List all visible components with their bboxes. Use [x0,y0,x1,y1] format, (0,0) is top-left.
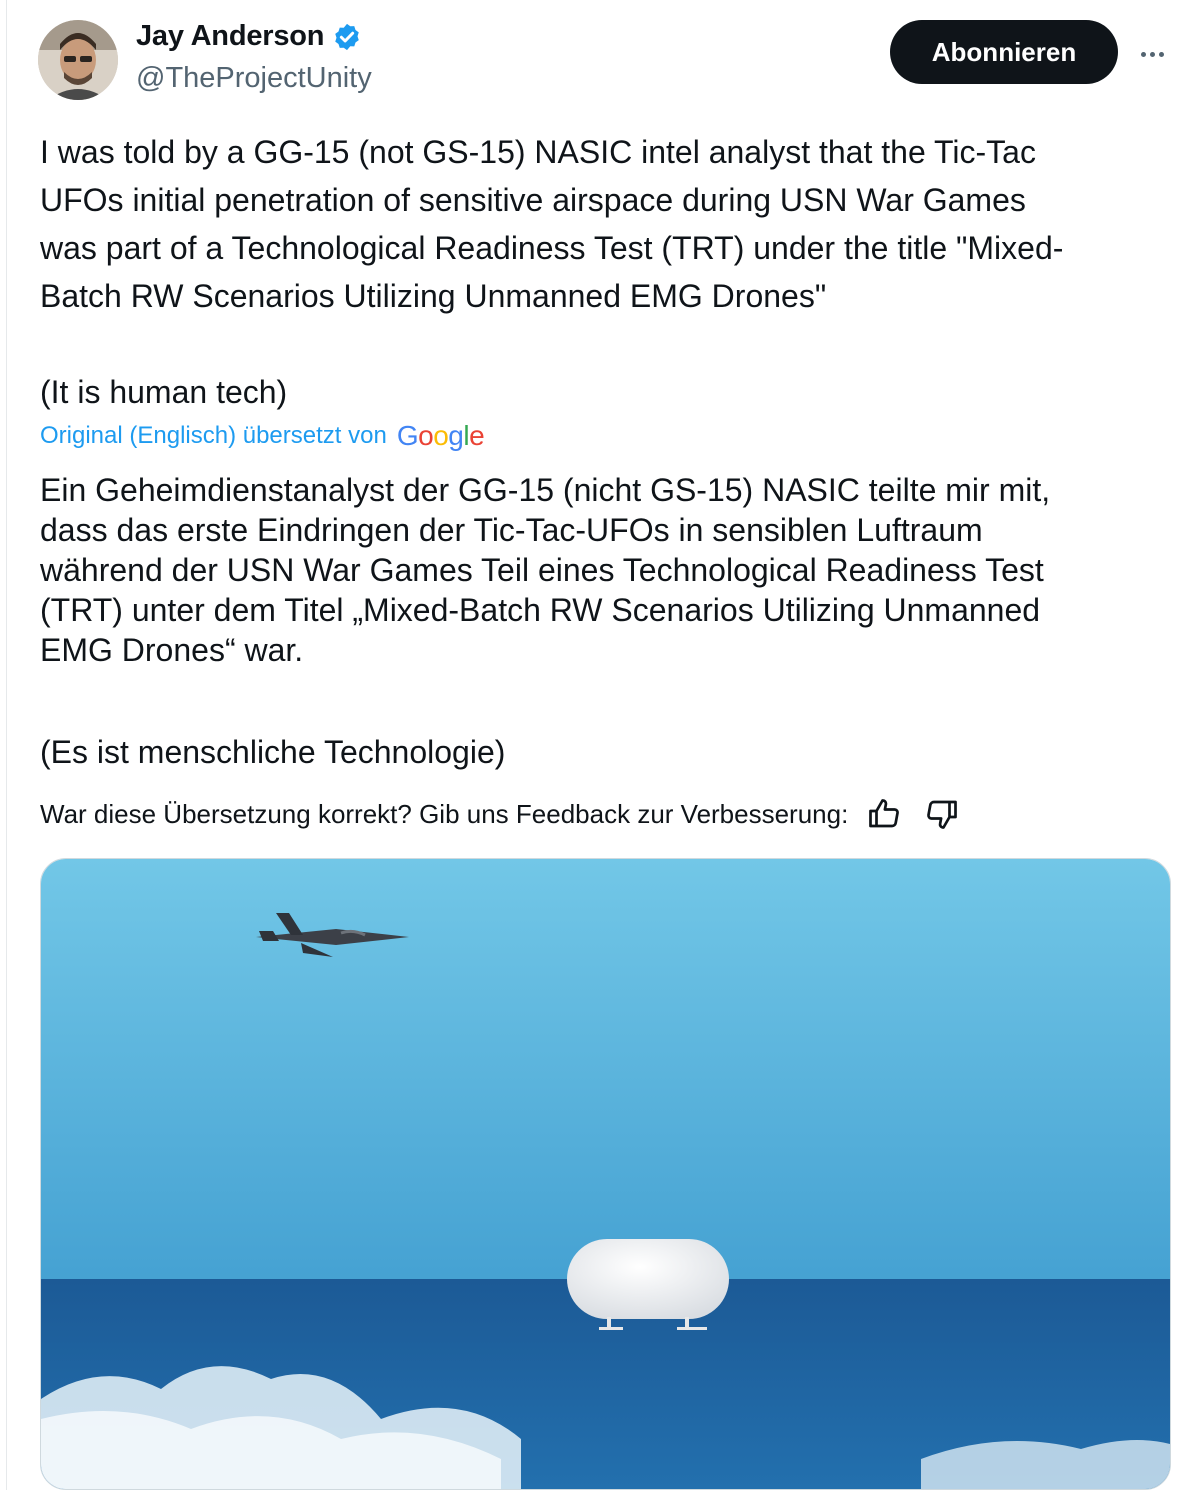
google-logo: Google [396,420,485,451]
post-line: was part of a Technological Readiness Test (TRT) under the title "Mixed- [40,230,1064,266]
post-line: Batch RW Scenarios Utilizing Unmanned EMG Drones" [40,278,827,314]
translation-paragraph-2: (Es ist menschliche Technologie) [40,734,506,770]
translation-label[interactable]: Original (Englisch) übersetzt von [40,422,387,449]
thumbs-up-icon[interactable] [866,796,902,832]
translation-line: während der USN War Games Teil eines Technological Readiness Test [40,552,1044,588]
feedback-prompt: War diese Übersetzung korrekt? Gib uns Feedback zur Verbesserung: [40,798,849,829]
translation-line: EMG Drones“ war. [40,632,304,668]
translation-line: (TRT) unter dem Titel „Mixed-Batch RW Scenarios Utilizing Unmanned [40,592,1041,628]
post-line: I was told by a GG-15 (not GS-15) NASIC intel analyst that the Tic-Tac [40,134,1036,170]
verified-badge-icon [332,22,362,52]
author-name-row[interactable] [136,20,362,53]
author-handle[interactable]: @TheProjectUnity [136,62,372,94]
translation-attribution[interactable] [40,420,484,452]
more-dot [1141,52,1146,57]
thumbs-down-icon[interactable] [924,796,960,832]
more-dot [1150,52,1155,57]
post-image[interactable] [40,858,1171,1490]
translation-feedback [40,796,960,832]
post-paragraph-2: (It is human tech) [40,374,288,410]
author-name[interactable]: Jay Anderson [136,20,325,52]
follow-button[interactable]: Abonnieren [890,20,1118,84]
post-text [40,128,1170,416]
translation-line: Ein Geheimdienstanalyst der GG-15 (nicht GS-15) NASIC teilte mir mit, [40,472,1051,508]
post-line: UFOs initial penetration of sensitive airspace during USN War Games [40,182,1026,218]
translated-text [40,470,1170,772]
more-icon[interactable] [1134,36,1170,72]
more-dot [1159,52,1164,57]
timeline-divider [6,0,7,1490]
translation-line: dass das erste Eindringen der Tic-Tac-UFOs in sensiblen Luftraum [40,512,983,548]
avatar[interactable] [38,20,118,100]
ufo-illustration [41,859,1170,1489]
avatar-photo [38,20,118,100]
